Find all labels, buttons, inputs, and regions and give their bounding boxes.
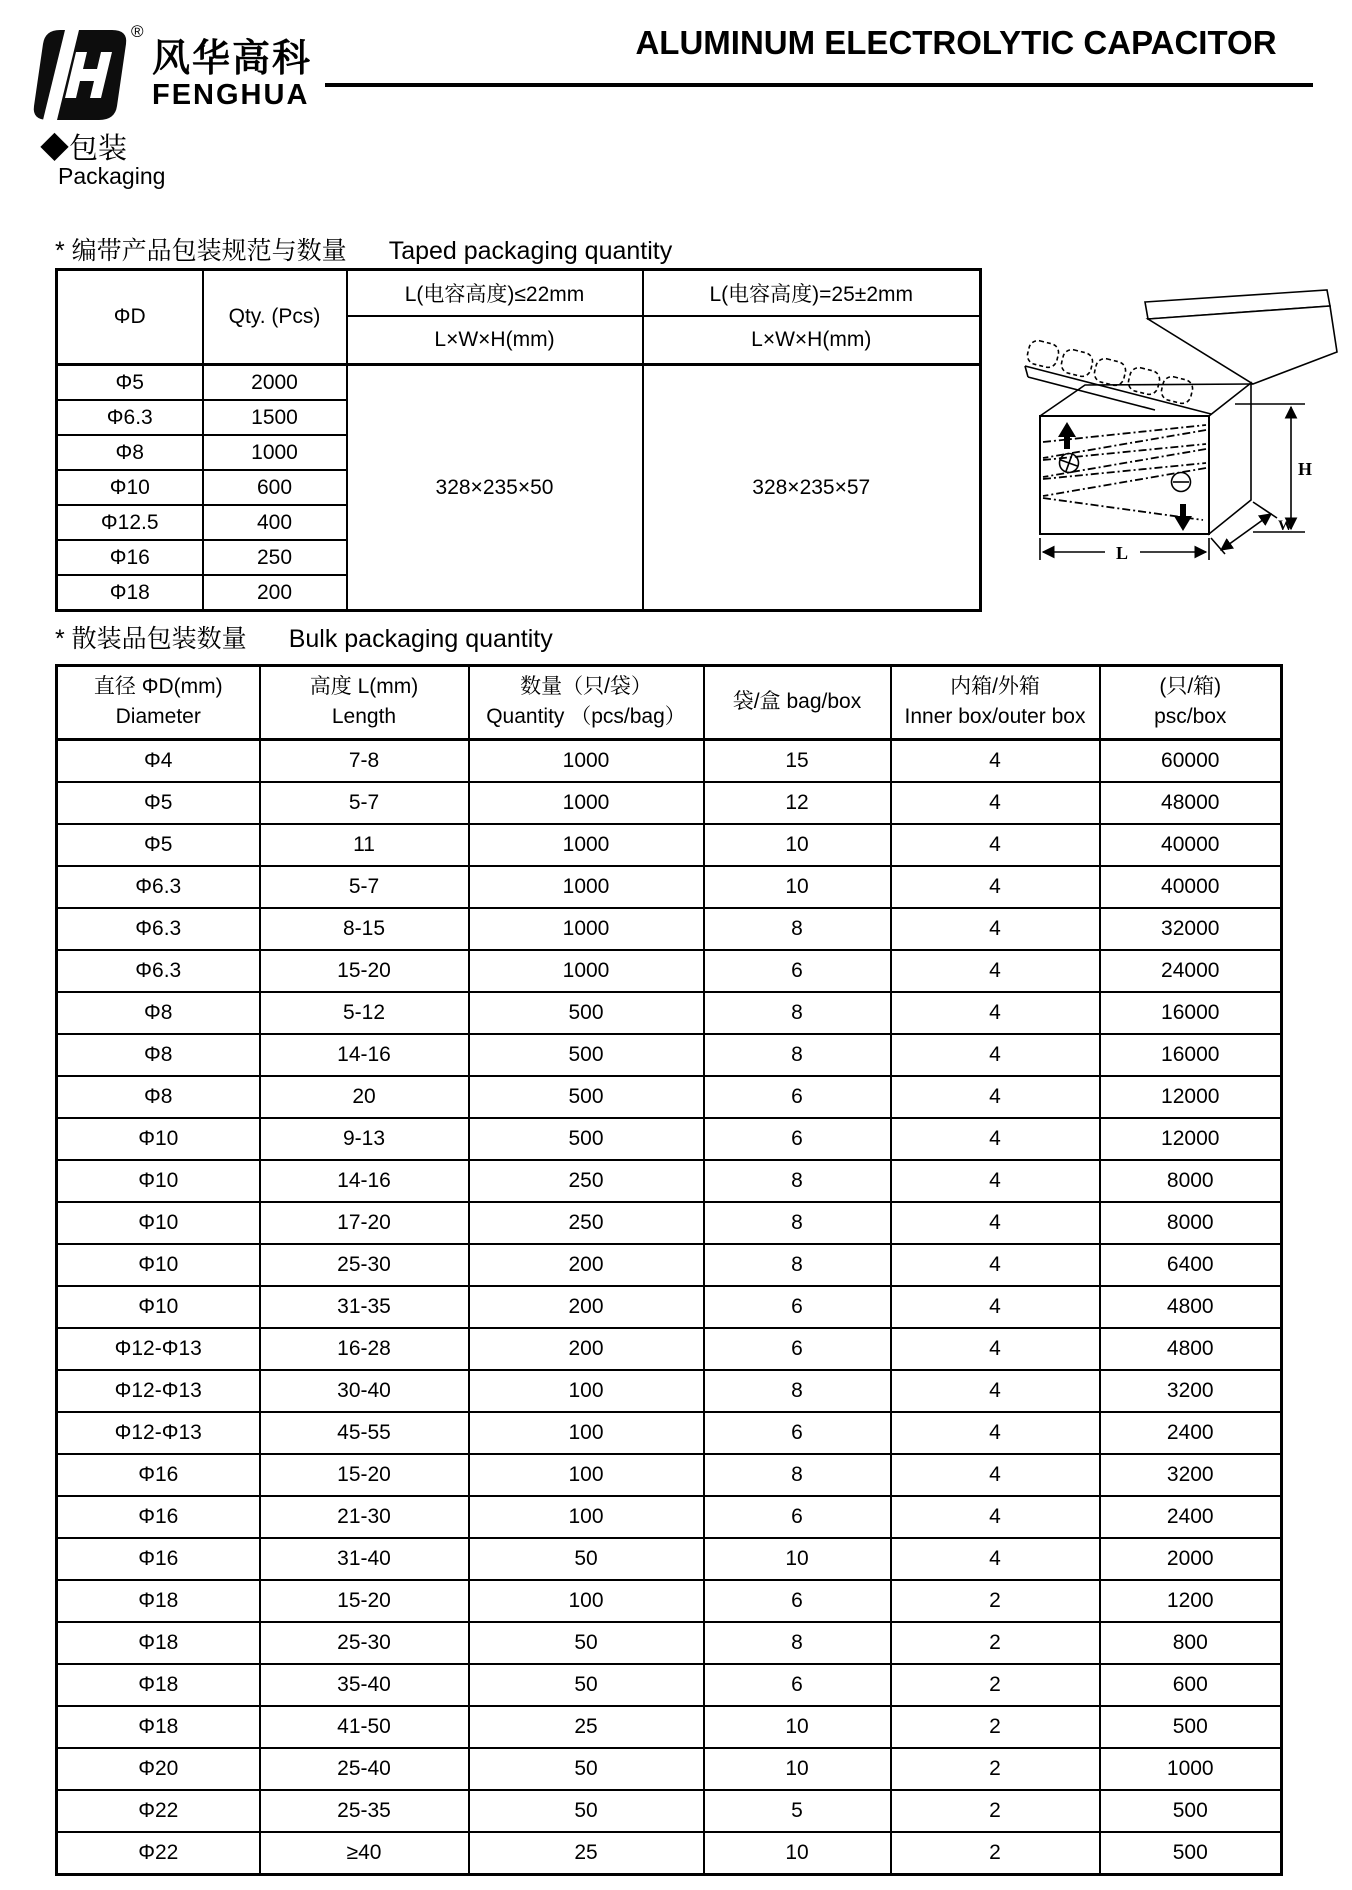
taped-qty-cell: 400 (203, 505, 347, 540)
bulk-table-row (57, 1370, 1282, 1412)
bulk-table-cell: 100 (469, 1412, 704, 1454)
bulk-table-row (57, 1076, 1282, 1118)
bulk-col-length (260, 666, 469, 740)
bulk-table-cell: 100 (469, 1496, 704, 1538)
bulk-table-cell: Φ16 (57, 1538, 260, 1580)
bulk-col-pcs-box (1100, 666, 1282, 740)
bulk-table-cell: 8 (704, 1202, 891, 1244)
bulk-table-cell: 5-7 (260, 866, 469, 908)
bulk-table-cell: 100 (469, 1580, 704, 1622)
bulk-table-cell: 8 (704, 1034, 891, 1076)
taped-lwh-2: L×W×H(mm) (643, 316, 981, 365)
taped-qty-cell: 2000 (203, 365, 347, 401)
bulk-table-cell: 4 (891, 1118, 1100, 1160)
bulk-table-cell: 4 (891, 1454, 1100, 1496)
bulk-table-cell: 8000 (1100, 1160, 1282, 1202)
bulk-table-row (57, 866, 1282, 908)
taped-condition-2: L(电容高度)=25±2mm (643, 270, 981, 317)
bulk-col-quantity (469, 666, 704, 740)
bulk-table-body (57, 739, 1282, 1874)
bulk-table-cell: 2400 (1100, 1496, 1282, 1538)
bulk-table-row (57, 950, 1282, 992)
brand-name-english: FENGHUA (152, 79, 310, 111)
bulk-table-cell: Φ16 (57, 1496, 260, 1538)
bulk-table-cell: 25 (469, 1706, 704, 1748)
bulk-heading-english: Bulk packaging quantity (288, 625, 553, 653)
bulk-table-cell: Φ4 (57, 739, 260, 782)
bulk-table-cell: 500 (469, 1034, 704, 1076)
bulk-table-cell: 8 (704, 992, 891, 1034)
bulk-table-row (57, 1412, 1282, 1454)
taped-diameter-cell: Φ10 (57, 470, 203, 505)
bulk-table-cell: 10 (704, 1538, 891, 1580)
bulk-table-cell: Φ18 (57, 1580, 260, 1622)
bulk-table-cell: 4 (891, 1412, 1100, 1454)
bulk-table-cell: 4 (891, 1034, 1100, 1076)
bulk-table-cell: 6 (704, 1286, 891, 1328)
bulk-table-cell: 500 (1100, 1832, 1282, 1875)
bulk-table-cell: 21-30 (260, 1496, 469, 1538)
taped-section-heading (55, 231, 672, 267)
bulk-table-cell: 6 (704, 1328, 891, 1370)
bulk-table-cell: 500 (1100, 1706, 1282, 1748)
h-dimension-label: H (1298, 459, 1313, 479)
bulk-table-cell: 10 (704, 1706, 891, 1748)
column-header-line: (只/箱) (1159, 675, 1222, 698)
bulk-table-cell: 15-20 (260, 950, 469, 992)
bulk-table-row (57, 1580, 1282, 1622)
bulk-table-cell: 1000 (469, 950, 704, 992)
bulk-table-cell: 50 (469, 1748, 704, 1790)
bulk-table-cell: 14-16 (260, 1160, 469, 1202)
bulk-table-cell: 4 (891, 1160, 1100, 1202)
bulk-table-cell: Φ8 (57, 1034, 260, 1076)
header-divider (325, 83, 1313, 87)
taped-diameter-cell: Φ8 (57, 435, 203, 470)
bulk-table-cell: Φ10 (57, 1286, 260, 1328)
bulk-table-cell: 8 (704, 1622, 891, 1664)
bulk-table-cell: Φ10 (57, 1244, 260, 1286)
bulk-table-cell: 6 (704, 1496, 891, 1538)
bulk-table-cell: 20 (260, 1076, 469, 1118)
bulk-table-cell: 4 (891, 824, 1100, 866)
taped-qty-cell: 250 (203, 540, 347, 575)
bulk-table-cell: 1000 (469, 739, 704, 782)
bulk-table-row (57, 1790, 1282, 1832)
bulk-table-cell: 4 (891, 1286, 1100, 1328)
bulk-table-cell: Φ5 (57, 782, 260, 824)
bulk-table-row (57, 1202, 1282, 1244)
l-dimension-label: L (1116, 543, 1129, 563)
brand-name-chinese: 风华高科 (152, 38, 313, 80)
taped-size-cell: 328×235×50 (347, 365, 643, 611)
bulk-table-cell: 2 (891, 1790, 1100, 1832)
bulk-table-cell: 6 (704, 1076, 891, 1118)
column-header-line: Inner box/outer box (904, 705, 1086, 729)
bulk-table-cell: Φ5 (57, 824, 260, 866)
bulk-table-cell: 10 (704, 1832, 891, 1875)
bulk-table-cell: 250 (469, 1160, 704, 1202)
bulk-table-row (57, 739, 1282, 782)
bulk-table-cell: 200 (469, 1286, 704, 1328)
bulk-table-cell: 6 (704, 1580, 891, 1622)
bulk-table-cell: 50 (469, 1538, 704, 1580)
bulk-table-cell: Φ6.3 (57, 950, 260, 992)
bulk-table-cell: 4 (891, 1244, 1100, 1286)
bulk-table-cell: 6 (704, 1664, 891, 1706)
taped-table-row (57, 365, 981, 401)
bulk-table-cell: 200 (469, 1244, 704, 1286)
bulk-table-cell: 31-40 (260, 1538, 469, 1580)
bulk-table-cell: 2 (891, 1832, 1100, 1875)
bulk-table-cell: 8 (704, 1160, 891, 1202)
bulk-table-cell: 40000 (1100, 866, 1282, 908)
bulk-packaging-table (55, 664, 1283, 1876)
bulk-table-cell: 8-15 (260, 908, 469, 950)
taped-packaging-table (55, 268, 982, 612)
bulk-table-cell: 600 (1100, 1664, 1282, 1706)
bulk-table-cell: 6400 (1100, 1244, 1282, 1286)
bulk-table-cell: 3200 (1100, 1370, 1282, 1412)
bulk-table-cell: 1200 (1100, 1580, 1282, 1622)
bulk-table-cell: Φ6.3 (57, 908, 260, 950)
bulk-section-heading (55, 619, 553, 655)
bulk-table-cell: 8 (704, 1244, 891, 1286)
bulk-table-cell: 35-40 (260, 1664, 469, 1706)
column-header-line: 数量（只/袋） (520, 675, 652, 698)
bulk-table-cell: 11 (260, 824, 469, 866)
bulk-table-cell: 6 (704, 1412, 891, 1454)
section-heading-english: Packaging (58, 163, 166, 189)
box-side-face (1209, 383, 1251, 534)
taped-lwh-1: L×W×H(mm) (347, 316, 643, 365)
column-header-line: 内箱/外箱 (950, 675, 1040, 698)
bulk-table-cell: Φ18 (57, 1706, 260, 1748)
bulk-table-row (57, 1286, 1282, 1328)
bulk-table-cell: 4 (891, 1202, 1100, 1244)
bulk-table-cell: 500 (1100, 1790, 1282, 1832)
bulk-table-cell: 2 (891, 1706, 1100, 1748)
taped-qty-cell: 1500 (203, 400, 347, 435)
taped-heading-english: Taped packaging quantity (388, 237, 673, 265)
column-header-line: 高度 L(mm) (309, 675, 419, 698)
bulk-table-cell: 31-35 (260, 1286, 469, 1328)
bulk-table-cell: Φ22 (57, 1790, 260, 1832)
bulk-table-cell: 15-20 (260, 1454, 469, 1496)
tape-bottom-edge (1028, 377, 1155, 410)
taped-diameter-cell: Φ5 (57, 365, 203, 401)
bulk-table-cell: 25-30 (260, 1622, 469, 1664)
taped-table-body (57, 365, 981, 611)
bulk-table-cell: Φ12-Φ13 (57, 1328, 260, 1370)
bulk-table-cell: 3200 (1100, 1454, 1282, 1496)
bulk-table-cell: 500 (469, 1076, 704, 1118)
taped-condition-1: L(电容高度)≤22mm (347, 270, 643, 317)
bulk-header-row (57, 666, 1282, 740)
column-header-line: Diameter (115, 705, 201, 729)
bulk-table-cell: Φ12-Φ13 (57, 1412, 260, 1454)
bulk-table-row (57, 1538, 1282, 1580)
box-lid (1148, 306, 1337, 384)
bulk-table-row (57, 908, 1282, 950)
bulk-table-cell: 2 (891, 1748, 1100, 1790)
bulk-table-cell: 16000 (1100, 992, 1282, 1034)
bulk-table-cell: Φ10 (57, 1202, 260, 1244)
bulk-col-diameter (57, 666, 260, 740)
taped-col-diameter: ΦD (57, 270, 203, 365)
bulk-table-cell: Φ18 (57, 1622, 260, 1664)
bulk-table-cell: Φ22 (57, 1832, 260, 1875)
bulk-table-cell: 17-20 (260, 1202, 469, 1244)
page-title: ALUMINUM ELECTROLYTIC CAPACITOR (635, 24, 1277, 61)
bulk-table-row (57, 1160, 1282, 1202)
bulk-table-cell: 15-20 (260, 1580, 469, 1622)
column-header-line: Quantity （pcs/bag） (486, 705, 686, 729)
bulk-table-row (57, 992, 1282, 1034)
bulk-table-cell: 100 (469, 1454, 704, 1496)
column-header-line: 袋/盒 bag/box (732, 690, 862, 714)
bulk-table-cell: 4800 (1100, 1328, 1282, 1370)
bulk-table-cell: 4 (891, 782, 1100, 824)
bulk-table-cell: 4 (891, 1076, 1100, 1118)
bulk-table-cell: 1000 (469, 824, 704, 866)
bulk-table-cell: 1000 (1100, 1748, 1282, 1790)
bulk-table-cell: 25-40 (260, 1748, 469, 1790)
bulk-table-row (57, 1622, 1282, 1664)
bulk-table-cell: 30-40 (260, 1370, 469, 1412)
bulk-table-row (57, 1832, 1282, 1875)
bulk-table-cell: Φ16 (57, 1454, 260, 1496)
bulk-table-cell: 5 (704, 1790, 891, 1832)
bulk-col-bag-box (704, 666, 891, 740)
bulk-table-cell: 2 (891, 1580, 1100, 1622)
bulk-table-cell: 8 (704, 1454, 891, 1496)
bulk-table-cell: 24000 (1100, 950, 1282, 992)
column-header-line: 直径 ΦD(mm) (93, 675, 223, 698)
column-header-line: Length (331, 705, 397, 729)
bulk-table-cell: 1000 (469, 866, 704, 908)
bulk-table-row (57, 824, 1282, 866)
bulk-table-cell: Φ10 (57, 1160, 260, 1202)
bulk-table-row (57, 1118, 1282, 1160)
bulk-table-cell: 4 (891, 950, 1100, 992)
bulk-table-cell: 41-50 (260, 1706, 469, 1748)
bulk-table-cell: 12000 (1100, 1118, 1282, 1160)
brand-block (152, 40, 312, 110)
bulk-table-cell: 25 (469, 1832, 704, 1875)
bulk-table-cell: 4 (891, 866, 1100, 908)
bulk-table-cell: 10 (704, 1748, 891, 1790)
bulk-table-cell: 45-55 (260, 1412, 469, 1454)
bulk-table-cell: 14-16 (260, 1034, 469, 1076)
bulk-table-cell: 5-12 (260, 992, 469, 1034)
bulk-table-cell: Φ18 (57, 1664, 260, 1706)
bulk-table-cell: 50 (469, 1790, 704, 1832)
bulk-table-cell: Φ10 (57, 1118, 260, 1160)
taped-qty-cell: 200 (203, 575, 347, 611)
bulk-table-row (57, 1496, 1282, 1538)
bulk-table-cell: 2 (891, 1664, 1100, 1706)
bulk-table-cell: 16-28 (260, 1328, 469, 1370)
column-header-line: psc/box (1154, 705, 1227, 729)
taped-col-qty: Qty. (Pcs) (203, 270, 347, 365)
bulk-table-row (57, 1706, 1282, 1748)
bulk-table-cell: 4 (891, 739, 1100, 782)
section-heading-chinese: ◆包装 (40, 133, 128, 165)
bulk-table-cell: 250 (469, 1202, 704, 1244)
taped-heading-chinese: * 编带产品包装规范与数量 (55, 237, 347, 265)
bulk-table-cell: 7-8 (260, 739, 469, 782)
bulk-table-cell: 100 (469, 1370, 704, 1412)
bulk-table-cell: 9-13 (260, 1118, 469, 1160)
bulk-table-cell: 800 (1100, 1622, 1282, 1664)
bulk-table-cell: 40000 (1100, 824, 1282, 866)
bulk-table-cell: 4 (891, 908, 1100, 950)
bulk-table-cell: 6 (704, 950, 891, 992)
bulk-table-cell: 12000 (1100, 1076, 1282, 1118)
bulk-table-cell: 2400 (1100, 1412, 1282, 1454)
bulk-table-cell: 25-30 (260, 1244, 469, 1286)
bulk-table-cell: 60000 (1100, 739, 1282, 782)
bulk-table-row (57, 1034, 1282, 1076)
bulk-table-row (57, 782, 1282, 824)
bulk-table-cell: 1000 (469, 908, 704, 950)
bulk-table-cell: 4 (891, 1370, 1100, 1412)
bulk-table-row (57, 1454, 1282, 1496)
bulk-table-cell: Φ8 (57, 992, 260, 1034)
bulk-table-cell: 16000 (1100, 1034, 1282, 1076)
bulk-table-cell: 200 (469, 1328, 704, 1370)
bulk-table-cell: 4800 (1100, 1286, 1282, 1328)
taped-diameter-cell: Φ16 (57, 540, 203, 575)
bulk-table-cell: 4 (891, 1538, 1100, 1580)
bulk-table-cell: 2000 (1100, 1538, 1282, 1580)
bulk-table-cell: Φ12-Φ13 (57, 1370, 260, 1412)
bulk-table-cell: Φ20 (57, 1748, 260, 1790)
taped-size-cell: 328×235×57 (643, 365, 981, 611)
bulk-table-row (57, 1748, 1282, 1790)
bulk-table-cell: 500 (469, 1118, 704, 1160)
taped-diameter-cell: Φ6.3 (57, 400, 203, 435)
bulk-table-cell: 2 (891, 1622, 1100, 1664)
bulk-table-cell: 50 (469, 1622, 704, 1664)
bulk-table-cell: 10 (704, 824, 891, 866)
bulk-table-cell: Φ6.3 (57, 866, 260, 908)
bulk-table-row (57, 1664, 1282, 1706)
w-dimension-label: W (1278, 518, 1293, 534)
bulk-table-cell: 1000 (469, 782, 704, 824)
bulk-table-cell: 8000 (1100, 1202, 1282, 1244)
bulk-table-row (57, 1244, 1282, 1286)
bulk-table-cell: 50 (469, 1664, 704, 1706)
taped-header-row-1 (57, 270, 981, 317)
taped-diameter-cell: Φ18 (57, 575, 203, 611)
bulk-table-cell: 4 (891, 1328, 1100, 1370)
taped-qty-cell: 600 (203, 470, 347, 505)
taped-diameter-cell: Φ12.5 (57, 505, 203, 540)
bulk-table-cell: 5-7 (260, 782, 469, 824)
bulk-table-cell: 25-35 (260, 1790, 469, 1832)
bulk-table-cell: ≥40 (260, 1832, 469, 1875)
bulk-table-cell: 12 (704, 782, 891, 824)
bulk-table-cell: 4 (891, 992, 1100, 1034)
bulk-table-cell: 48000 (1100, 782, 1282, 824)
bulk-table-cell: 32000 (1100, 908, 1282, 950)
bulk-col-inner-outer-box (891, 666, 1100, 740)
fenghua-logo-icon (30, 28, 130, 122)
bulk-heading-chinese: * 散装品包装数量 (55, 625, 247, 653)
bulk-table-cell: 500 (469, 992, 704, 1034)
taped-qty-cell: 1000 (203, 435, 347, 470)
bulk-table-cell: 4 (891, 1496, 1100, 1538)
bulk-table-cell: Φ8 (57, 1076, 260, 1118)
bulk-table-row (57, 1328, 1282, 1370)
bulk-table-cell: 15 (704, 739, 891, 782)
packaging-box-diagram (985, 246, 1345, 566)
registered-trademark-icon: ® (131, 22, 144, 41)
bulk-table-cell: 10 (704, 866, 891, 908)
bulk-table-cell: 6 (704, 1118, 891, 1160)
bulk-table-cell: 8 (704, 908, 891, 950)
bulk-table-cell: 8 (704, 1370, 891, 1412)
